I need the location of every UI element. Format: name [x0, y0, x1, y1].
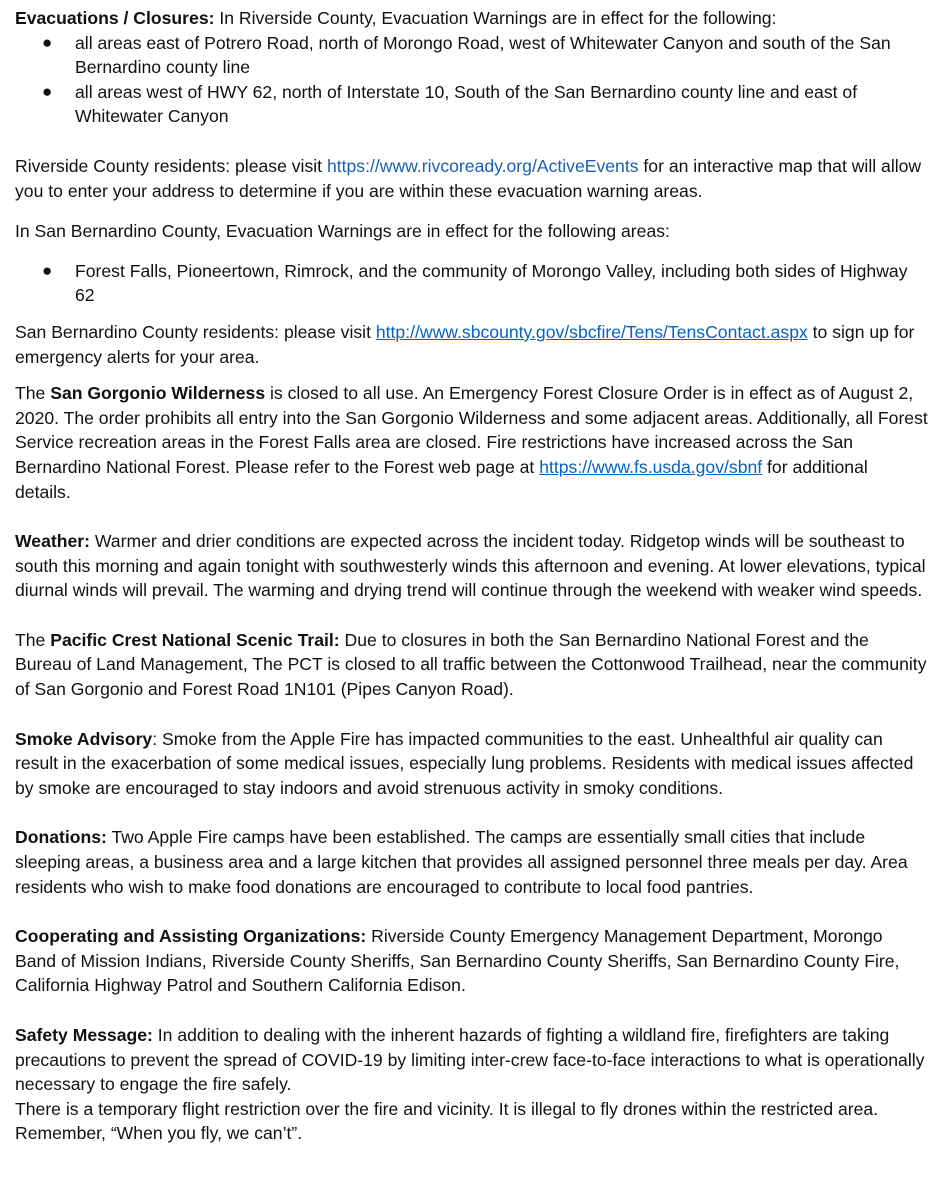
wilderness-text: is closed to all use. An Emergency Forest Closure Order is in effect as of August 2, 2020. The order prohibits all entry into the San Gorgonio Wilderness and some adjacent areas. Additionally, all Forest Service recreation areas in the Forest Falls area are closed. Fire restrictions have increased across the San Bernardino National Forest. Please refer to the Forest web page at: [15, 383, 928, 477]
riverside-text-post: for an interactive map that will allow you to enter your address to determine if you are within these evacuation warning areas.: [15, 155, 922, 201]
safety-flight-paragraph: There is a temporary flight restriction over the fire and vicinity. It is illegal to fly drones within the restricted area. Remember, “When you fly, we can’t”.: [15, 1098, 879, 1144]
pct-label: Pacific Crest National Scenic Trail:: [50, 629, 340, 650]
riverside-residents-paragraph: [15, 154, 928, 203]
sb-text-post: to sign up for emergency alerts for your area.: [15, 321, 915, 367]
weather-paragraph: [15, 529, 928, 603]
smoke-text: : Smoke from the Apple Fire has impacted communities to the east. Unhealthful air quality can result in the exacerbation of some medical issues, especially lung problems. Residents with medical issues affected by smoke are encouraged to stay indoors and avoid strenuous activity in smoky conditions.: [15, 728, 914, 798]
wilderness-paragraph: [15, 381, 928, 504]
list-item-text: all areas east of Potrero Road, north of Morongo Road, west of Whitewater Canyon and south of the San Bernardino county line: [75, 32, 891, 78]
pct-text-pre: The: [15, 629, 51, 650]
rivcoready-link[interactable]: https://www.rivcoready.org/ActiveEvents: [326, 155, 639, 176]
cooperating-paragraph: [15, 924, 928, 998]
wilderness-text-post: for additional details.: [15, 456, 868, 502]
list-item: [15, 259, 928, 308]
wilderness-label: San Gorgonio Wilderness: [50, 383, 266, 404]
wilderness-text-pre: The: [15, 383, 51, 404]
donations-label: Donations:: [15, 827, 107, 848]
sb-warning-list: [15, 259, 928, 308]
bullet-icon: ●: [42, 32, 53, 52]
weather-text: Warmer and drier conditions are expected across the incident today. Ridgetop winds will be southeast to south this morning and again tonight with southwesterly winds this afternoon and evening. At lower elevations, typical diurnal winds will prevail. The warming and drying trend will continue through the weekend with weaker wind speeds.: [15, 531, 926, 601]
donations-text: Two Apple Fire camps have been established. The camps are essentially small cities that include sleeping areas, a business area and a large kitchen that provides all assigned personnel three meals per day. Area residents who wish to make food donations are encouraged to contribute to local food pantries.: [15, 827, 908, 897]
riverside-warning-list: [15, 31, 928, 129]
list-item: [15, 80, 928, 129]
smoke-paragraph: [15, 727, 928, 801]
list-item: [15, 31, 928, 80]
sb-intro-paragraph: In San Bernardino County, Evacuation Warnings are in effect for the following areas:: [15, 221, 670, 242]
cooperating-label: Cooperating and Assisting Organizations:: [15, 926, 367, 947]
safety-label: Safety Message:: [15, 1025, 153, 1045]
pct-text: Due to closures in both the San Bernardino National Forest and the Bureau of Land Management, The PCT is closed to all traffic between the Cottonwood Trailhead, near the community of San Gorgonio and Forest Road 1N101 (Pipes Canyon Road).: [15, 629, 927, 700]
bullet-icon: ●: [42, 260, 53, 280]
bullet-icon: ●: [42, 81, 53, 101]
cooperating-text: Riverside County Emergency Management Department, Morongo Band of Mission Indians, Riverside County Sheriffs, San Bernardino County Sheriffs, San Bernardino County Fire, California Highway Patrol and Southern California Edison.: [15, 926, 900, 996]
evacuations-paragraph: [15, 6, 928, 31]
sb-residents-paragraph: [15, 320, 928, 369]
safety-paragraph: [15, 1023, 928, 1097]
list-item-text: all areas west of HWY 62, north of Interstate 10, South of the San Bernardino county line and east of Whitewater Canyon: [75, 81, 858, 127]
donations-paragraph: [15, 825, 928, 899]
smoke-label: Smoke Advisory: [15, 728, 153, 749]
pct-paragraph: [15, 628, 928, 702]
sbcounty-link[interactable]: http://www.sbcounty.gov/sbcfire/Tens/TensContact.aspx: [375, 321, 808, 342]
evacuations-intro: In Riverside County, Evacuation Warnings are in effect for the following:: [214, 8, 777, 28]
list-item-text: Forest Falls, Pioneertown, Rimrock, and the community of Morongo Valley, including both sides of Highway 62: [75, 260, 908, 306]
safety-text: In addition to dealing with the inherent hazards of fighting a wildland fire, firefighters are taking precautions to prevent the spread of COVID-19 by limiting inter-crew face-to-face interactions to what is operationally necessary to engage the fire safely.: [15, 1025, 925, 1095]
evacuations-label: Evacuations / Closures:: [15, 8, 215, 28]
fs-usda-link[interactable]: https://www.fs.usda.gov/sbnf: [539, 456, 763, 477]
weather-label: Weather:: [15, 531, 90, 552]
sb-text-pre: San Bernardino County residents: please visit: [15, 321, 376, 342]
riverside-text-pre: Riverside County residents: please visit: [15, 155, 327, 176]
